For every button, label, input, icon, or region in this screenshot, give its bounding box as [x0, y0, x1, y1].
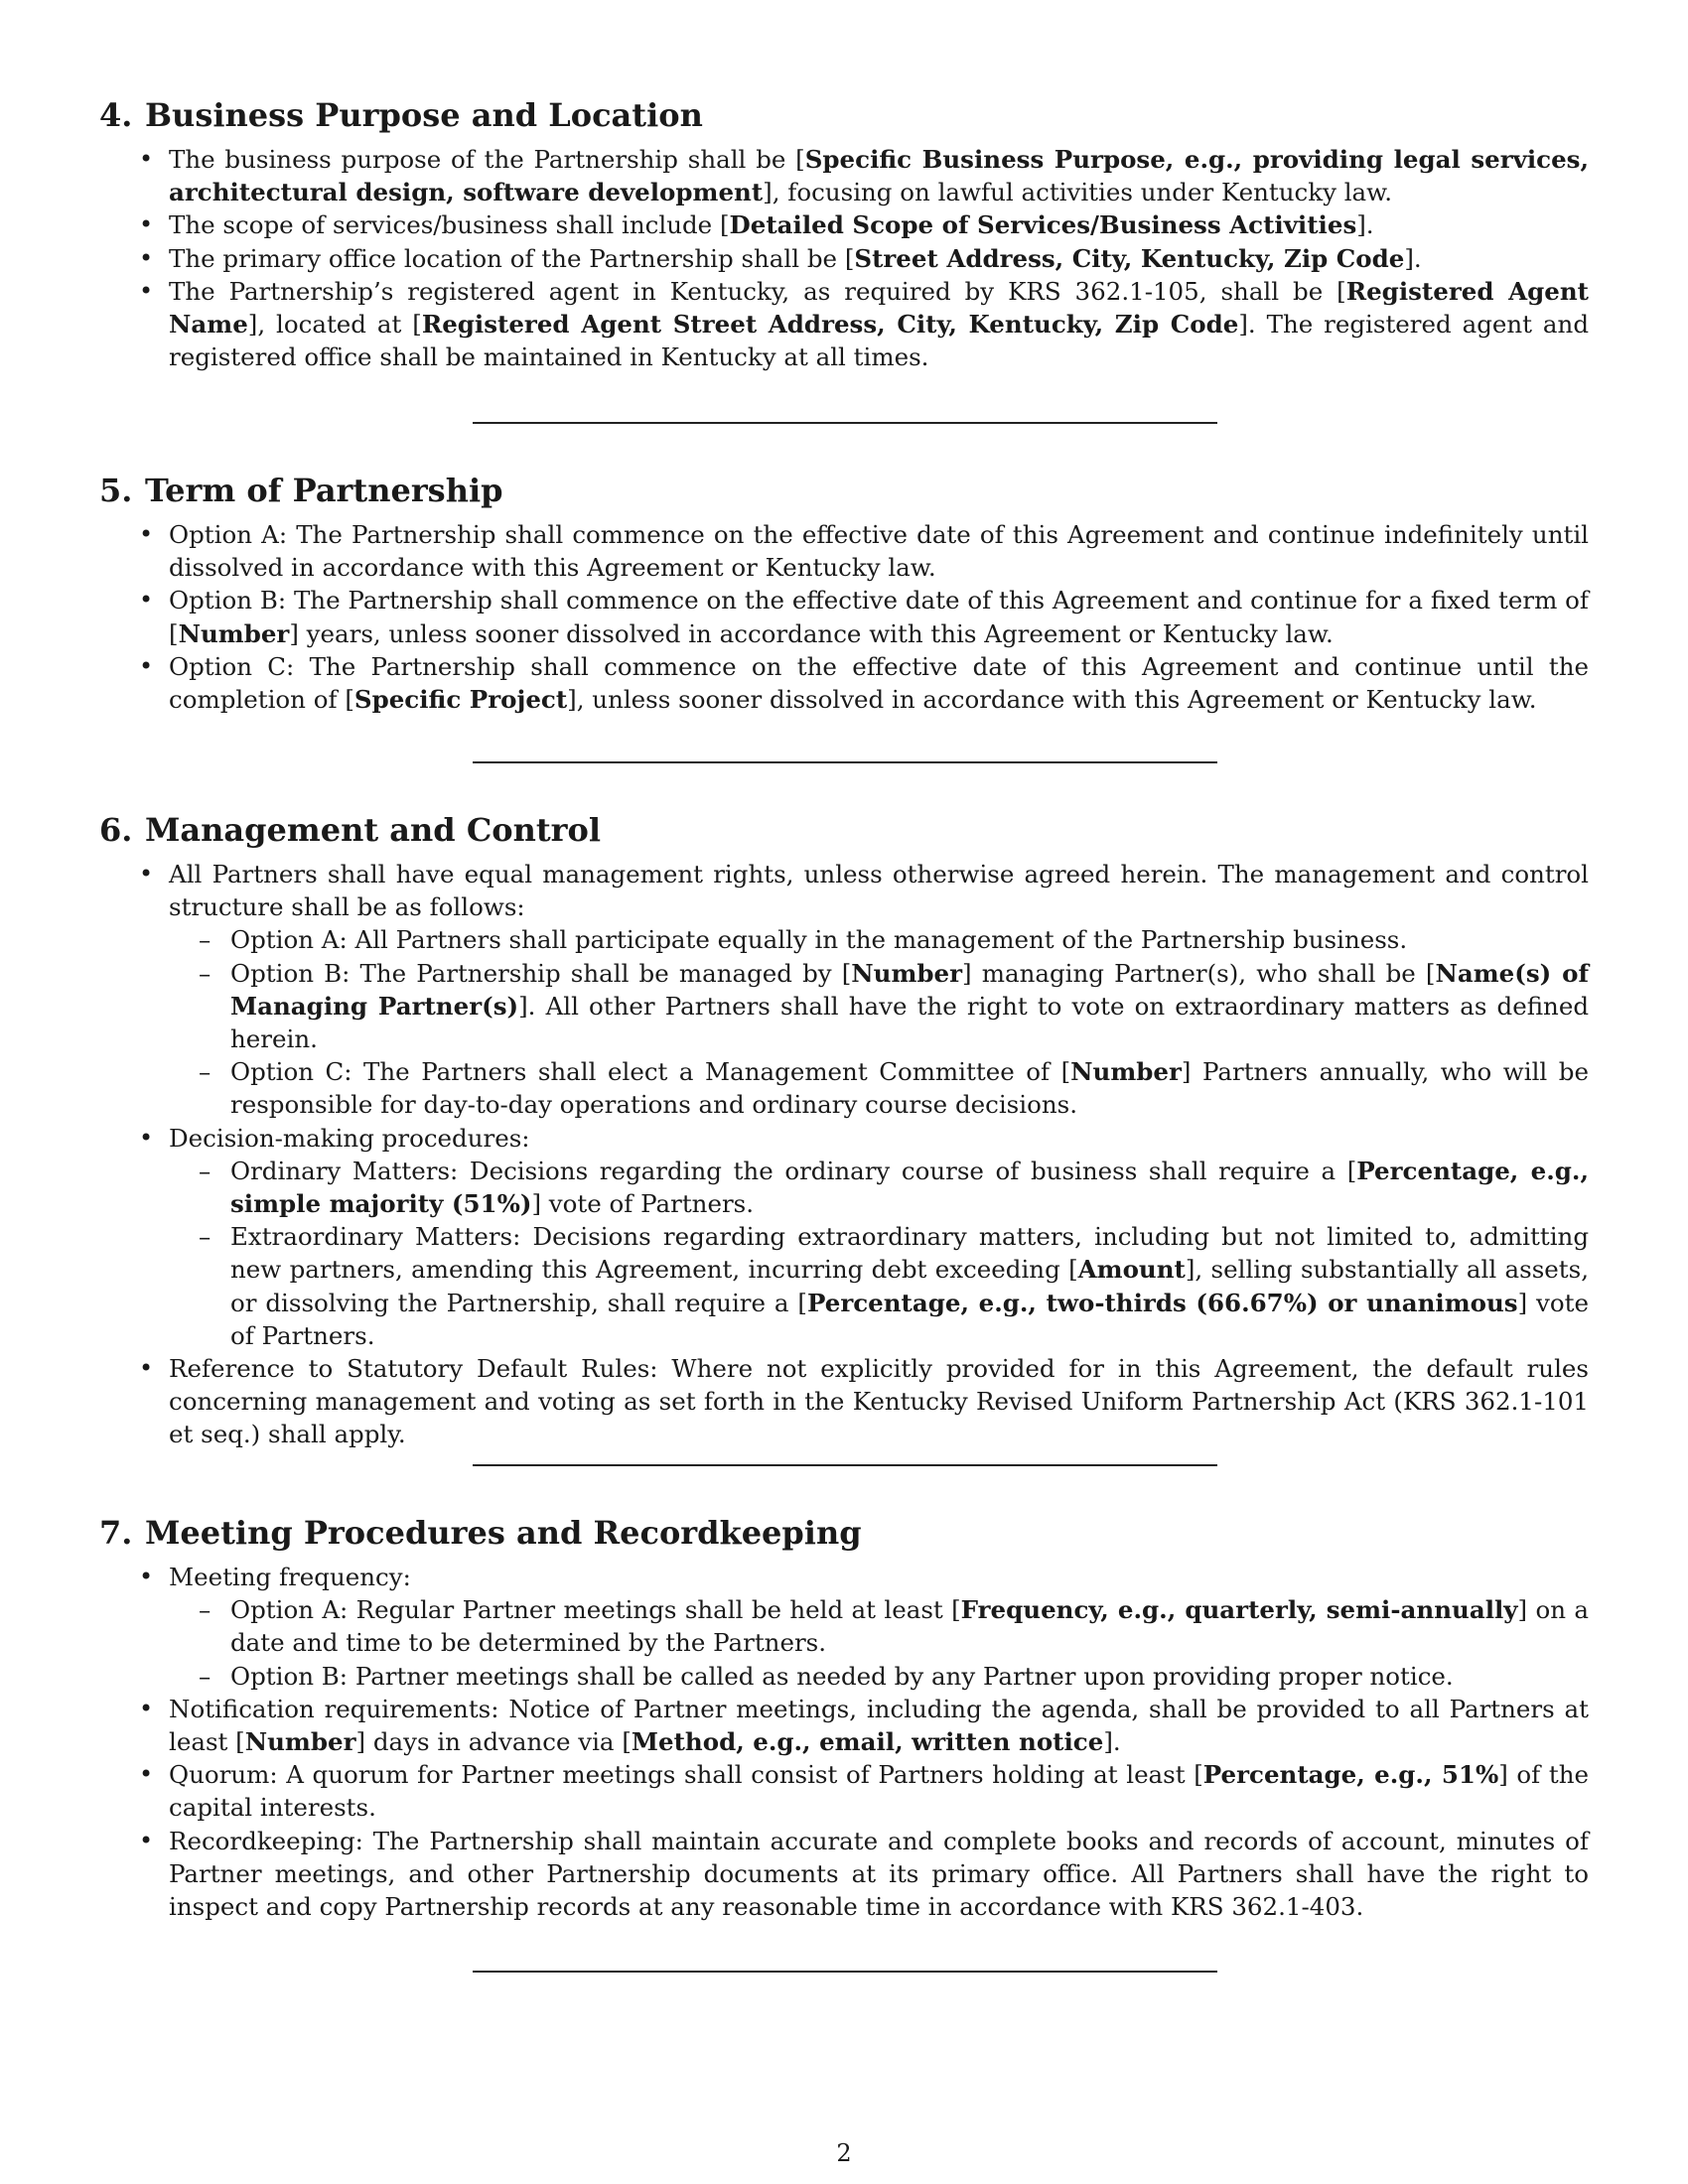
page-number: 2 [836, 2139, 852, 2167]
section-title: Meeting Procedures and Recordkeeping [145, 1514, 862, 1552]
list-item [99, 584, 1589, 649]
placeholder-field: Frequency, e.g., quarterly, semi-annually [960, 1595, 1518, 1625]
text-segment: ]. All other Partners shall have the right to vote on extraordinary matters as defined herein. [230, 991, 1589, 1054]
text-segment: ] managing Partner(s), who shall be [ [962, 958, 1436, 988]
section-title: Business Purpose and Location [145, 96, 703, 134]
placeholder-field: Specific Business Purpose, e.g., providing legal services, architectural design, software development [169, 145, 1589, 207]
placeholder-field: Name(s) of Managing Partner(s) [230, 958, 1589, 1021]
list-item [99, 143, 1589, 208]
text-segment: The Partnership’s registered agent in Kentucky, as required by KRS 362.1-105, shall be [ [169, 276, 1346, 306]
section-bullet-list [99, 518, 1589, 716]
placeholder-field: Number [244, 1727, 356, 1757]
section-meetings [99, 1513, 1589, 1923]
section-management [99, 810, 1589, 1451]
text-segment: Option A: All Partners shall participate equally in the management of the Partnership business. [230, 925, 1408, 955]
placeholder-field: Number [1070, 1057, 1182, 1087]
sub-list-item [169, 1155, 1589, 1220]
text-segment: Meeting frequency: [169, 1563, 411, 1591]
list-item [99, 208, 1589, 241]
sub-list [169, 923, 1589, 1121]
placeholder-field: Percentage, e.g., 51% [1202, 1760, 1499, 1790]
section-heading [99, 810, 1589, 850]
text-segment: ]. [1103, 1727, 1121, 1757]
text-segment: ]. [1356, 210, 1374, 240]
list-item [99, 858, 1589, 1122]
list-item [99, 242, 1589, 275]
text-segment: Recordkeeping: The Partnership shall maintain accurate and complete books and records of account, minutes of Partner meetings, and other Partnership documents at its primary office. All Partners shall have the right to inspect and copy Partnership records at any reasonable time in accordance with KRS 362.1-403. [169, 1826, 1589, 1922]
text-segment: ] vote of Partners. [230, 1288, 1589, 1350]
text-segment: ] on a date and time to be determined by the Partners. [230, 1595, 1589, 1658]
section-heading [99, 1513, 1589, 1553]
section-term [99, 471, 1589, 716]
section-bullet-list [99, 1561, 1589, 1923]
text-segment: Option B: The Partnership shall commence on the effective date of this Agreement and continue for a fixed term of [ [169, 586, 1589, 648]
sub-list-item [169, 1660, 1589, 1693]
text-segment: Option A: The Partnership shall commence on the effective date of this Agreement and continue indefinitely until dissolved in accordance with this Agreement or Kentucky law. [169, 520, 1589, 583]
section-number: 7. [99, 1514, 133, 1552]
sub-list-item [169, 1220, 1589, 1352]
text-segment: ]. The registered agent and registered office shall be maintained in Kentucky at all times. [169, 310, 1589, 372]
list-item [99, 1122, 1589, 1352]
text-segment: Option A: Regular Partner meetings shall be held at least [ [230, 1595, 961, 1625]
text-segment: Extraordinary Matters: Decisions regarding extraordinary matters, including but not limited to, admitting new partners, amending this Agreement, incurring debt exceeding [ [230, 1222, 1589, 1285]
placeholder-field: Number [178, 618, 290, 648]
text-segment: Option C: The Partners shall elect a Management Committee of [ [230, 1057, 1071, 1087]
section-heading [99, 95, 1589, 135]
text-segment: ], located at [ [247, 310, 422, 340]
text-segment: ] vote of Partners. [531, 1189, 755, 1219]
list-item [99, 1758, 1589, 1824]
list-item [99, 650, 1589, 716]
section-bullet-list [99, 143, 1589, 373]
section-heading [99, 471, 1589, 510]
sub-list-item [169, 957, 1589, 1056]
text-segment: Ordinary Matters: Decisions regarding the ordinary course of business shall require a [ [230, 1156, 1357, 1185]
section-title: Term of Partnership [145, 472, 503, 509]
section-number: 4. [99, 96, 133, 134]
text-segment: Reference to Statutory Default Rules: Where not explicitly provided for in this Agreement, the default rules concerning management and voting as set forth in the Kentucky Revised Uniform Partnership Act (KRS 362.1-101 et seq.) shall apply. [169, 1354, 1589, 1449]
text-segment: ]. [1404, 243, 1422, 273]
section-divider [473, 1971, 1217, 1973]
placeholder-field: Percentage, e.g., two-thirds (66.67%) or unanimous [806, 1288, 1518, 1317]
text-segment: Option B: Partner meetings shall be called as needed by any Partner upon providing proper notice. [230, 1661, 1454, 1691]
placeholder-field: Registered Agent Street Address, City, Kentucky, Zip Code [421, 310, 1239, 340]
placeholder-field: Detailed Scope of Services/Business Activities [729, 210, 1357, 240]
placeholder-field: Street Address, City, Kentucky, Zip Code [854, 243, 1405, 273]
section-divider [473, 1464, 1217, 1466]
text-segment: Quorum: A quorum for Partner meetings shall consist of Partners holding at least [ [169, 1760, 1203, 1790]
list-item [99, 275, 1589, 374]
text-segment: ], unless sooner dissolved in accordance with this Agreement or Kentucky law. [567, 685, 1537, 715]
text-segment: The primary office location of the Partnership shall be [ [169, 243, 855, 273]
text-segment: ], focusing on lawful activities under Kentucky law. [763, 178, 1392, 207]
text-segment: ] days in advance via [ [355, 1727, 632, 1757]
list-item [99, 1825, 1589, 1924]
placeholder-field: Method, e.g., email, written notice [631, 1727, 1104, 1757]
sub-list [169, 1593, 1589, 1693]
section-business-purpose [99, 95, 1589, 373]
sub-list-item [169, 1055, 1589, 1121]
sub-list-item [169, 1593, 1589, 1659]
list-item [99, 518, 1589, 584]
text-segment: Notification requirements: Notice of Partner meetings, including the agenda, shall be provided to all Partners at least [ [169, 1694, 1589, 1757]
list-item [99, 1352, 1589, 1451]
list-item [99, 1561, 1589, 1693]
text-segment: ] of the capital interests. [169, 1760, 1589, 1823]
section-number: 6. [99, 811, 133, 849]
placeholder-field: Percentage, e.g., simple majority (51%) [230, 1156, 1589, 1219]
text-segment: All Partners shall have equal management rights, unless otherwise agreed herein. The management and control structure shall be as follows: [169, 860, 1589, 922]
placeholder-field: Number [851, 958, 963, 988]
sub-list-item [169, 923, 1589, 956]
section-title: Management and Control [145, 811, 602, 849]
section-number: 5. [99, 472, 133, 509]
text-segment: ] years, unless sooner dissolved in accordance with this Agreement or Kentucky law. [289, 618, 1334, 648]
section-bullet-list [99, 858, 1589, 1451]
section-divider [473, 761, 1217, 763]
placeholder-field: Registered Agent Name [169, 276, 1589, 340]
placeholder-field: Specific Project [353, 685, 568, 715]
list-item [99, 1693, 1589, 1758]
text-segment: Option C: The Partnership shall commence on the effective date of this Agreement and continue until the completion of [ [169, 651, 1589, 715]
text-segment: Option B: The Partnership shall be managed by [ [230, 958, 852, 988]
sub-list [169, 1155, 1589, 1352]
placeholder-field: Amount [1077, 1255, 1186, 1285]
text-segment: Decision-making procedures: [169, 1123, 530, 1153]
text-segment: The business purpose of the Partnership shall be [ [169, 145, 805, 174]
section-divider [473, 422, 1217, 424]
text-segment: ], selling substantially all assets, or dissolving the Partnership, shall require a [ [230, 1255, 1589, 1317]
text-segment: ] Partners annually, who will be responsible for day-to-day operations and ordinary course decisions. [230, 1057, 1589, 1120]
text-segment: The scope of services/business shall include [ [169, 210, 730, 240]
